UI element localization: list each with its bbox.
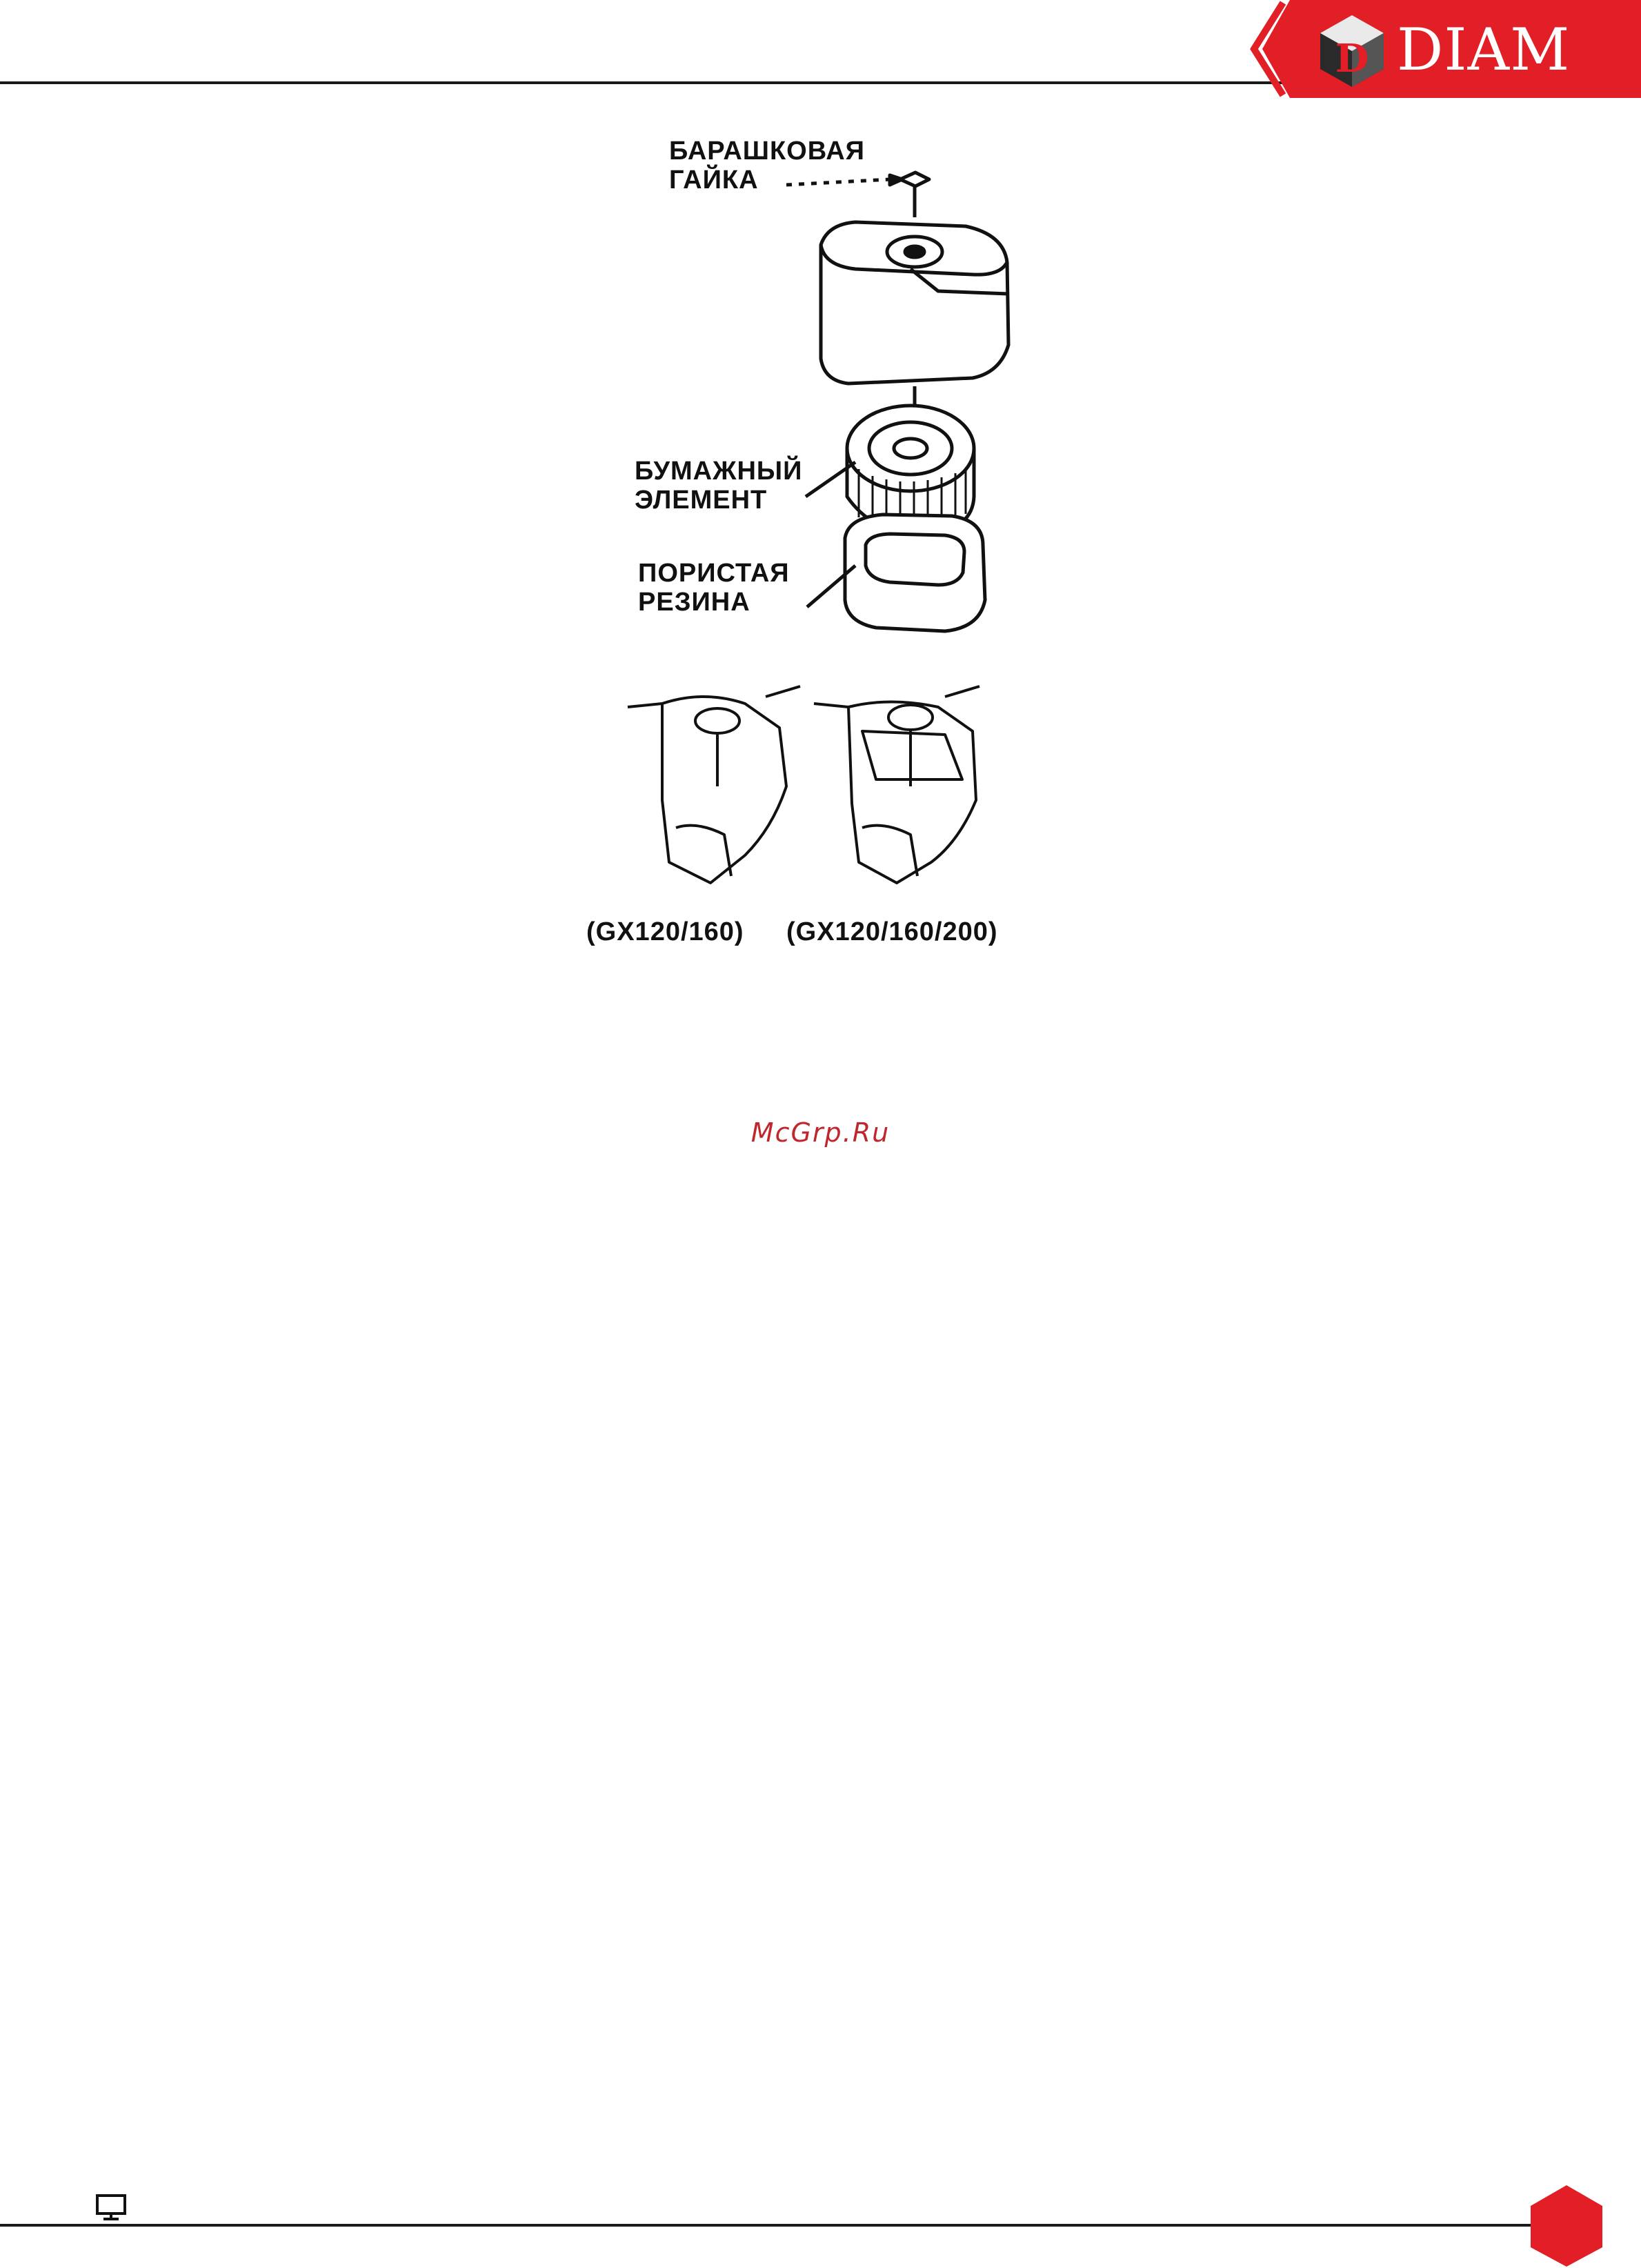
air-filter-drawing xyxy=(586,124,1055,979)
page-badge xyxy=(1528,2184,1605,2268)
air-filter-illustration xyxy=(586,124,1055,979)
monitor-icon[interactable] xyxy=(95,2194,127,2221)
caption-gx120-160-200: (GX120/160/200) xyxy=(786,917,998,946)
label-foam-rubber: ПОРИСТАЯ РЕЗИНА xyxy=(638,559,790,617)
header-rule xyxy=(0,81,1283,84)
label-wing-nut: БАРАШКОВАЯ ГАЙКА xyxy=(669,137,865,195)
watermark[interactable]: McGrp.Ru xyxy=(750,1117,891,1148)
brand-name[interactable]: DIAM xyxy=(1397,16,1571,83)
footer-rule xyxy=(0,2224,1573,2227)
svg-text:D: D xyxy=(1335,36,1369,81)
label-paper-element: БУМАЖНЫЙ ЭЛЕМЕНТ xyxy=(635,457,803,515)
caption-gx120-160: (GX120/160) xyxy=(586,917,744,946)
